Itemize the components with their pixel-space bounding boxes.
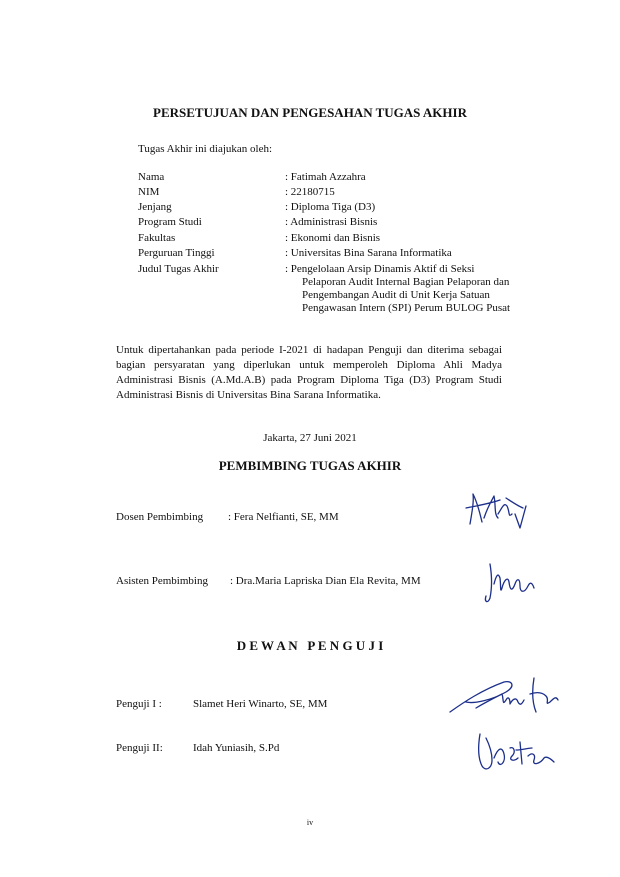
approval-paragraph bbox=[116, 343, 502, 403]
paragraph-line: Administrasi Bisnis (A.Md.A.B) pada Program Diploma Tiga (D3) Program Studi bbox=[116, 374, 502, 386]
judul-line-4: Pengawasan Intern (SPI) Perum BULOG Pusat bbox=[302, 302, 511, 314]
page-title: PERSETUJUAN DAN PENGESAHAN TUGAS AKHIR bbox=[153, 105, 467, 120]
paragraph-line: Untuk dipertahankan pada periode I-2021 di hadapan Penguji dan diterima sebagai bbox=[116, 344, 502, 356]
penguji-1-value: Slamet Heri Winarto, SE, MM bbox=[193, 698, 328, 710]
dosen-pembimbing-value: : Fera Nelfianti, SE, MM bbox=[228, 511, 339, 523]
paragraph-line: bagian persyaratan yang diperlukan untuk memperoleh Diploma Ahli Madya bbox=[116, 359, 502, 371]
dewan-penguji-heading: D E W A N P E N G U J I bbox=[236, 638, 384, 653]
signature-penguji-2 bbox=[470, 728, 560, 778]
penguji-2-value: Idah Yuniasih, S.Pd bbox=[193, 742, 280, 754]
field-label-perguruan-tinggi: Perguruan Tinggi bbox=[138, 247, 215, 259]
asisten-pembimbing-label: Asisten Pembimbing bbox=[116, 575, 208, 587]
field-value-judul: : Pengelolaan Arsip Dinamis Aktif di Seksi bbox=[285, 263, 475, 275]
penguji-2-label: Penguji II: bbox=[116, 742, 163, 754]
field-label-nim: NIM bbox=[138, 186, 160, 198]
penguji-1-label: Penguji I : bbox=[116, 698, 162, 710]
judul-line-3: Pengembangan Audit di Unit Kerja Satuan bbox=[302, 289, 490, 301]
field-value-perguruan-tinggi: : Universitas Bina Sarana Informatika bbox=[285, 247, 452, 259]
signature-asisten-pembimbing bbox=[482, 558, 542, 608]
field-value-nama: : Fatimah Azzahra bbox=[285, 171, 366, 183]
signature-penguji-1 bbox=[446, 672, 561, 722]
signature-dosen-pembimbing bbox=[460, 484, 530, 534]
place-date: Jakarta, 27 Juni 2021 bbox=[263, 432, 357, 444]
field-value-program-studi: : Administrasi Bisnis bbox=[285, 216, 378, 228]
page-number: iv bbox=[306, 818, 314, 827]
intro-text: Tugas Akhir ini diajukan oleh: bbox=[138, 143, 273, 155]
field-label-program-studi: Program Studi bbox=[138, 216, 202, 228]
field-value-fakultas: : Ekonomi dan Bisnis bbox=[285, 232, 381, 244]
field-value-nim: : 22180715 bbox=[285, 186, 335, 198]
field-label-judul: Judul Tugas Akhir bbox=[138, 263, 219, 275]
field-value-jenjang: : Diploma Tiga (D3) bbox=[285, 201, 376, 213]
asisten-pembimbing-value: : Dra.Maria Lapriska Dian Ela Revita, MM bbox=[230, 575, 421, 587]
dosen-pembimbing-label: Dosen Pembimbing bbox=[116, 511, 204, 523]
pembimbing-heading: PEMBIMBING TUGAS AKHIR bbox=[218, 458, 402, 473]
paragraph-line: Administrasi Bisnis di Universitas Bina Sarana Informatika. bbox=[116, 389, 381, 401]
field-label-nama: Nama bbox=[138, 171, 165, 183]
field-label-fakultas: Fakultas bbox=[138, 232, 176, 244]
judul-line-2: Pelaporan Audit Internal Bagian Pelaporan dan bbox=[302, 276, 510, 288]
field-label-jenjang: Jenjang bbox=[138, 201, 172, 213]
